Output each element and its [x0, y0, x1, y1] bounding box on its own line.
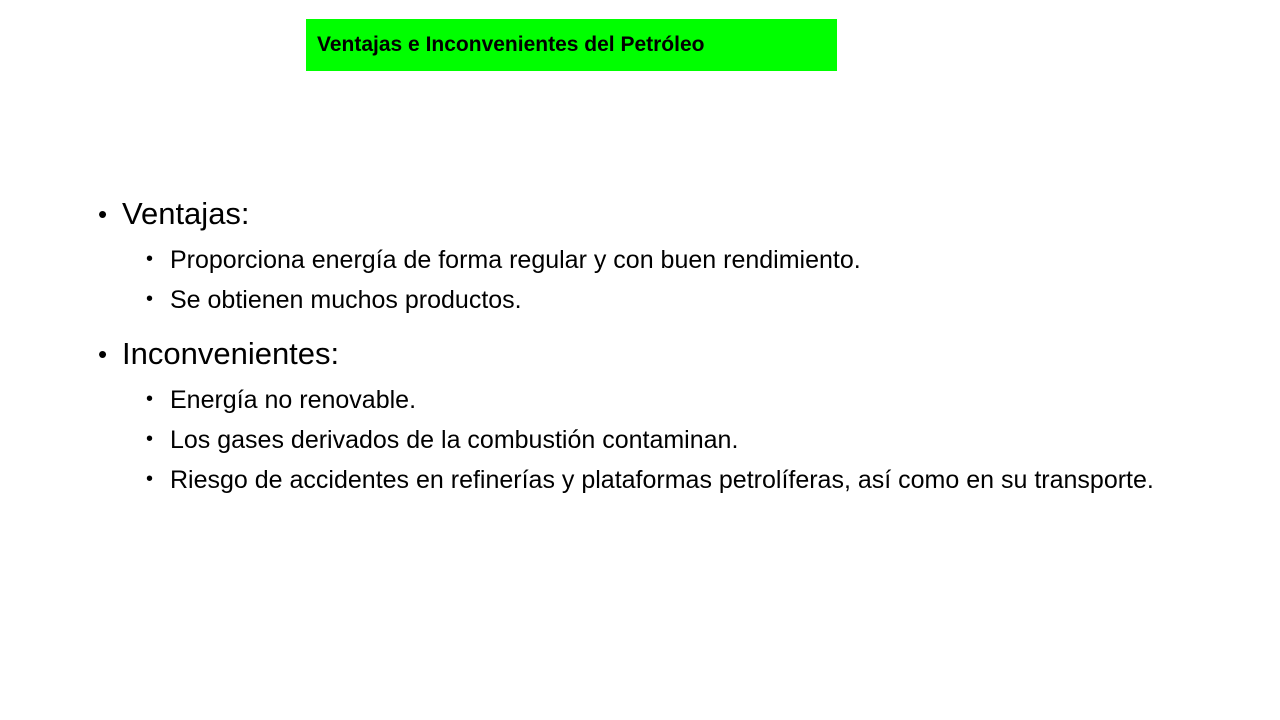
- list-item-text: Los gases derivados de la combustión contaminan.: [170, 426, 739, 454]
- list-item: [146, 383, 1178, 418]
- list-item-text: Riesgo de accidentes en refinerías y plataformas petrolíferas, así como en su transporte.: [170, 466, 1154, 494]
- bullet-icon: •: [146, 288, 154, 310]
- section-inconvenientes: [98, 330, 1178, 498]
- list-item-text: Se obtienen muchos productos.: [170, 286, 522, 314]
- slide-content: [98, 190, 1178, 498]
- section-heading: [98, 190, 1178, 238]
- bullet-list: [98, 383, 1178, 498]
- bullet-icon: •: [146, 468, 154, 490]
- bullet-list: [98, 243, 1178, 318]
- list-item-text: Energía no renovable.: [170, 386, 417, 414]
- slide-title-box: [306, 19, 837, 71]
- slide-title: Ventajas e Inconvenientes del Petróleo: [317, 33, 705, 56]
- list-item-text: Proporciona energía de forma regular y con buen rendimiento.: [170, 246, 861, 274]
- bullet-icon: •: [146, 248, 154, 270]
- bullet-icon: •: [146, 388, 154, 410]
- section-ventajas: [98, 190, 1178, 318]
- list-item: [146, 243, 1178, 278]
- bullet-icon: •: [98, 199, 108, 229]
- list-item: [146, 283, 1178, 318]
- list-item: [146, 463, 1178, 498]
- heading-text: Ventajas:: [122, 196, 250, 231]
- heading-text: Inconvenientes:: [122, 336, 340, 371]
- section-heading: [98, 330, 1178, 378]
- bullet-icon: •: [146, 428, 154, 450]
- list-item: [146, 423, 1178, 458]
- bullet-icon: •: [98, 339, 108, 369]
